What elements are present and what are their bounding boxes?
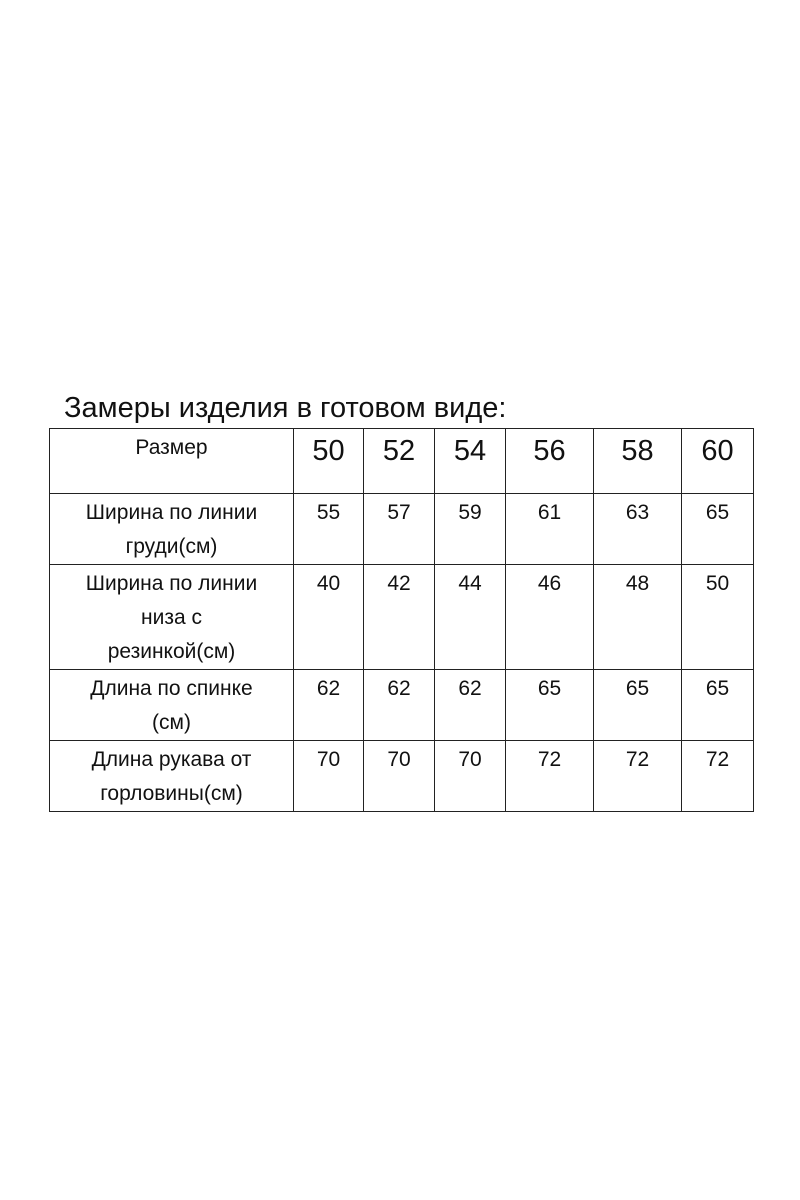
value-cell: 72 bbox=[594, 741, 682, 812]
size-header-cell bbox=[594, 429, 682, 494]
value-cell: 65 bbox=[506, 670, 594, 741]
value-cell: 40 bbox=[294, 565, 364, 670]
table-row bbox=[50, 670, 754, 741]
size-header: 54 bbox=[453, 435, 487, 467]
size-header-cell bbox=[294, 429, 364, 494]
row-label-cell bbox=[50, 565, 294, 670]
size-header-cell bbox=[506, 429, 594, 494]
row-label-line: груди(см) bbox=[125, 535, 218, 558]
row-label-cell bbox=[50, 741, 294, 812]
header-label-cell bbox=[50, 429, 294, 494]
value-cell: 44 bbox=[435, 565, 506, 670]
value-cell: 50 bbox=[682, 565, 754, 670]
value-cell: 57 bbox=[364, 494, 435, 565]
value-cell: 65 bbox=[682, 494, 754, 565]
row-label-cell bbox=[50, 494, 294, 565]
row-label-line: резинкой(см) bbox=[107, 640, 236, 663]
value-cell: 62 bbox=[294, 670, 364, 741]
value-cell: 72 bbox=[682, 741, 754, 812]
value-cell: 63 bbox=[594, 494, 682, 565]
value-cell: 55 bbox=[294, 494, 364, 565]
row-label-line: низа с bbox=[141, 606, 202, 629]
value-cell: 61 bbox=[506, 494, 594, 565]
size-header-cell bbox=[435, 429, 506, 494]
row-label-line: Ширина по линии bbox=[85, 501, 258, 524]
value-cell: 70 bbox=[294, 741, 364, 812]
value-cell: 72 bbox=[506, 741, 594, 812]
size-header: 58 bbox=[621, 435, 654, 467]
value-cell: 65 bbox=[682, 670, 754, 741]
size-table bbox=[49, 428, 754, 812]
size-header: 60 bbox=[701, 435, 734, 467]
size-header: 56 bbox=[533, 435, 566, 467]
row-label-cell bbox=[50, 670, 294, 741]
row-label-line: Ширина по линии bbox=[85, 572, 258, 595]
value-cell: 42 bbox=[364, 565, 435, 670]
value-cell: 62 bbox=[435, 670, 506, 741]
table-row bbox=[50, 565, 754, 670]
value-cell: 46 bbox=[506, 565, 594, 670]
header-label: Размер bbox=[135, 436, 208, 459]
table-row bbox=[50, 741, 754, 812]
value-cell: 70 bbox=[364, 741, 435, 812]
size-header-cell bbox=[364, 429, 435, 494]
page-title: Замеры изделия в готовом виде: bbox=[64, 392, 507, 424]
row-label-line: Длина рукава от bbox=[91, 748, 252, 771]
size-header: 50 bbox=[312, 435, 345, 467]
value-cell: 65 bbox=[594, 670, 682, 741]
value-cell: 48 bbox=[594, 565, 682, 670]
row-label-line: Длина по спинке bbox=[90, 677, 253, 700]
value-cell: 70 bbox=[435, 741, 506, 812]
table-row bbox=[50, 494, 754, 565]
size-header: 52 bbox=[382, 435, 416, 467]
value-cell: 62 bbox=[364, 670, 435, 741]
size-header-cell bbox=[682, 429, 754, 494]
row-label-line: горловины(см) bbox=[100, 782, 243, 805]
row-label-line: (см) bbox=[152, 711, 191, 734]
table-header-row bbox=[50, 429, 754, 494]
value-cell: 59 bbox=[435, 494, 506, 565]
